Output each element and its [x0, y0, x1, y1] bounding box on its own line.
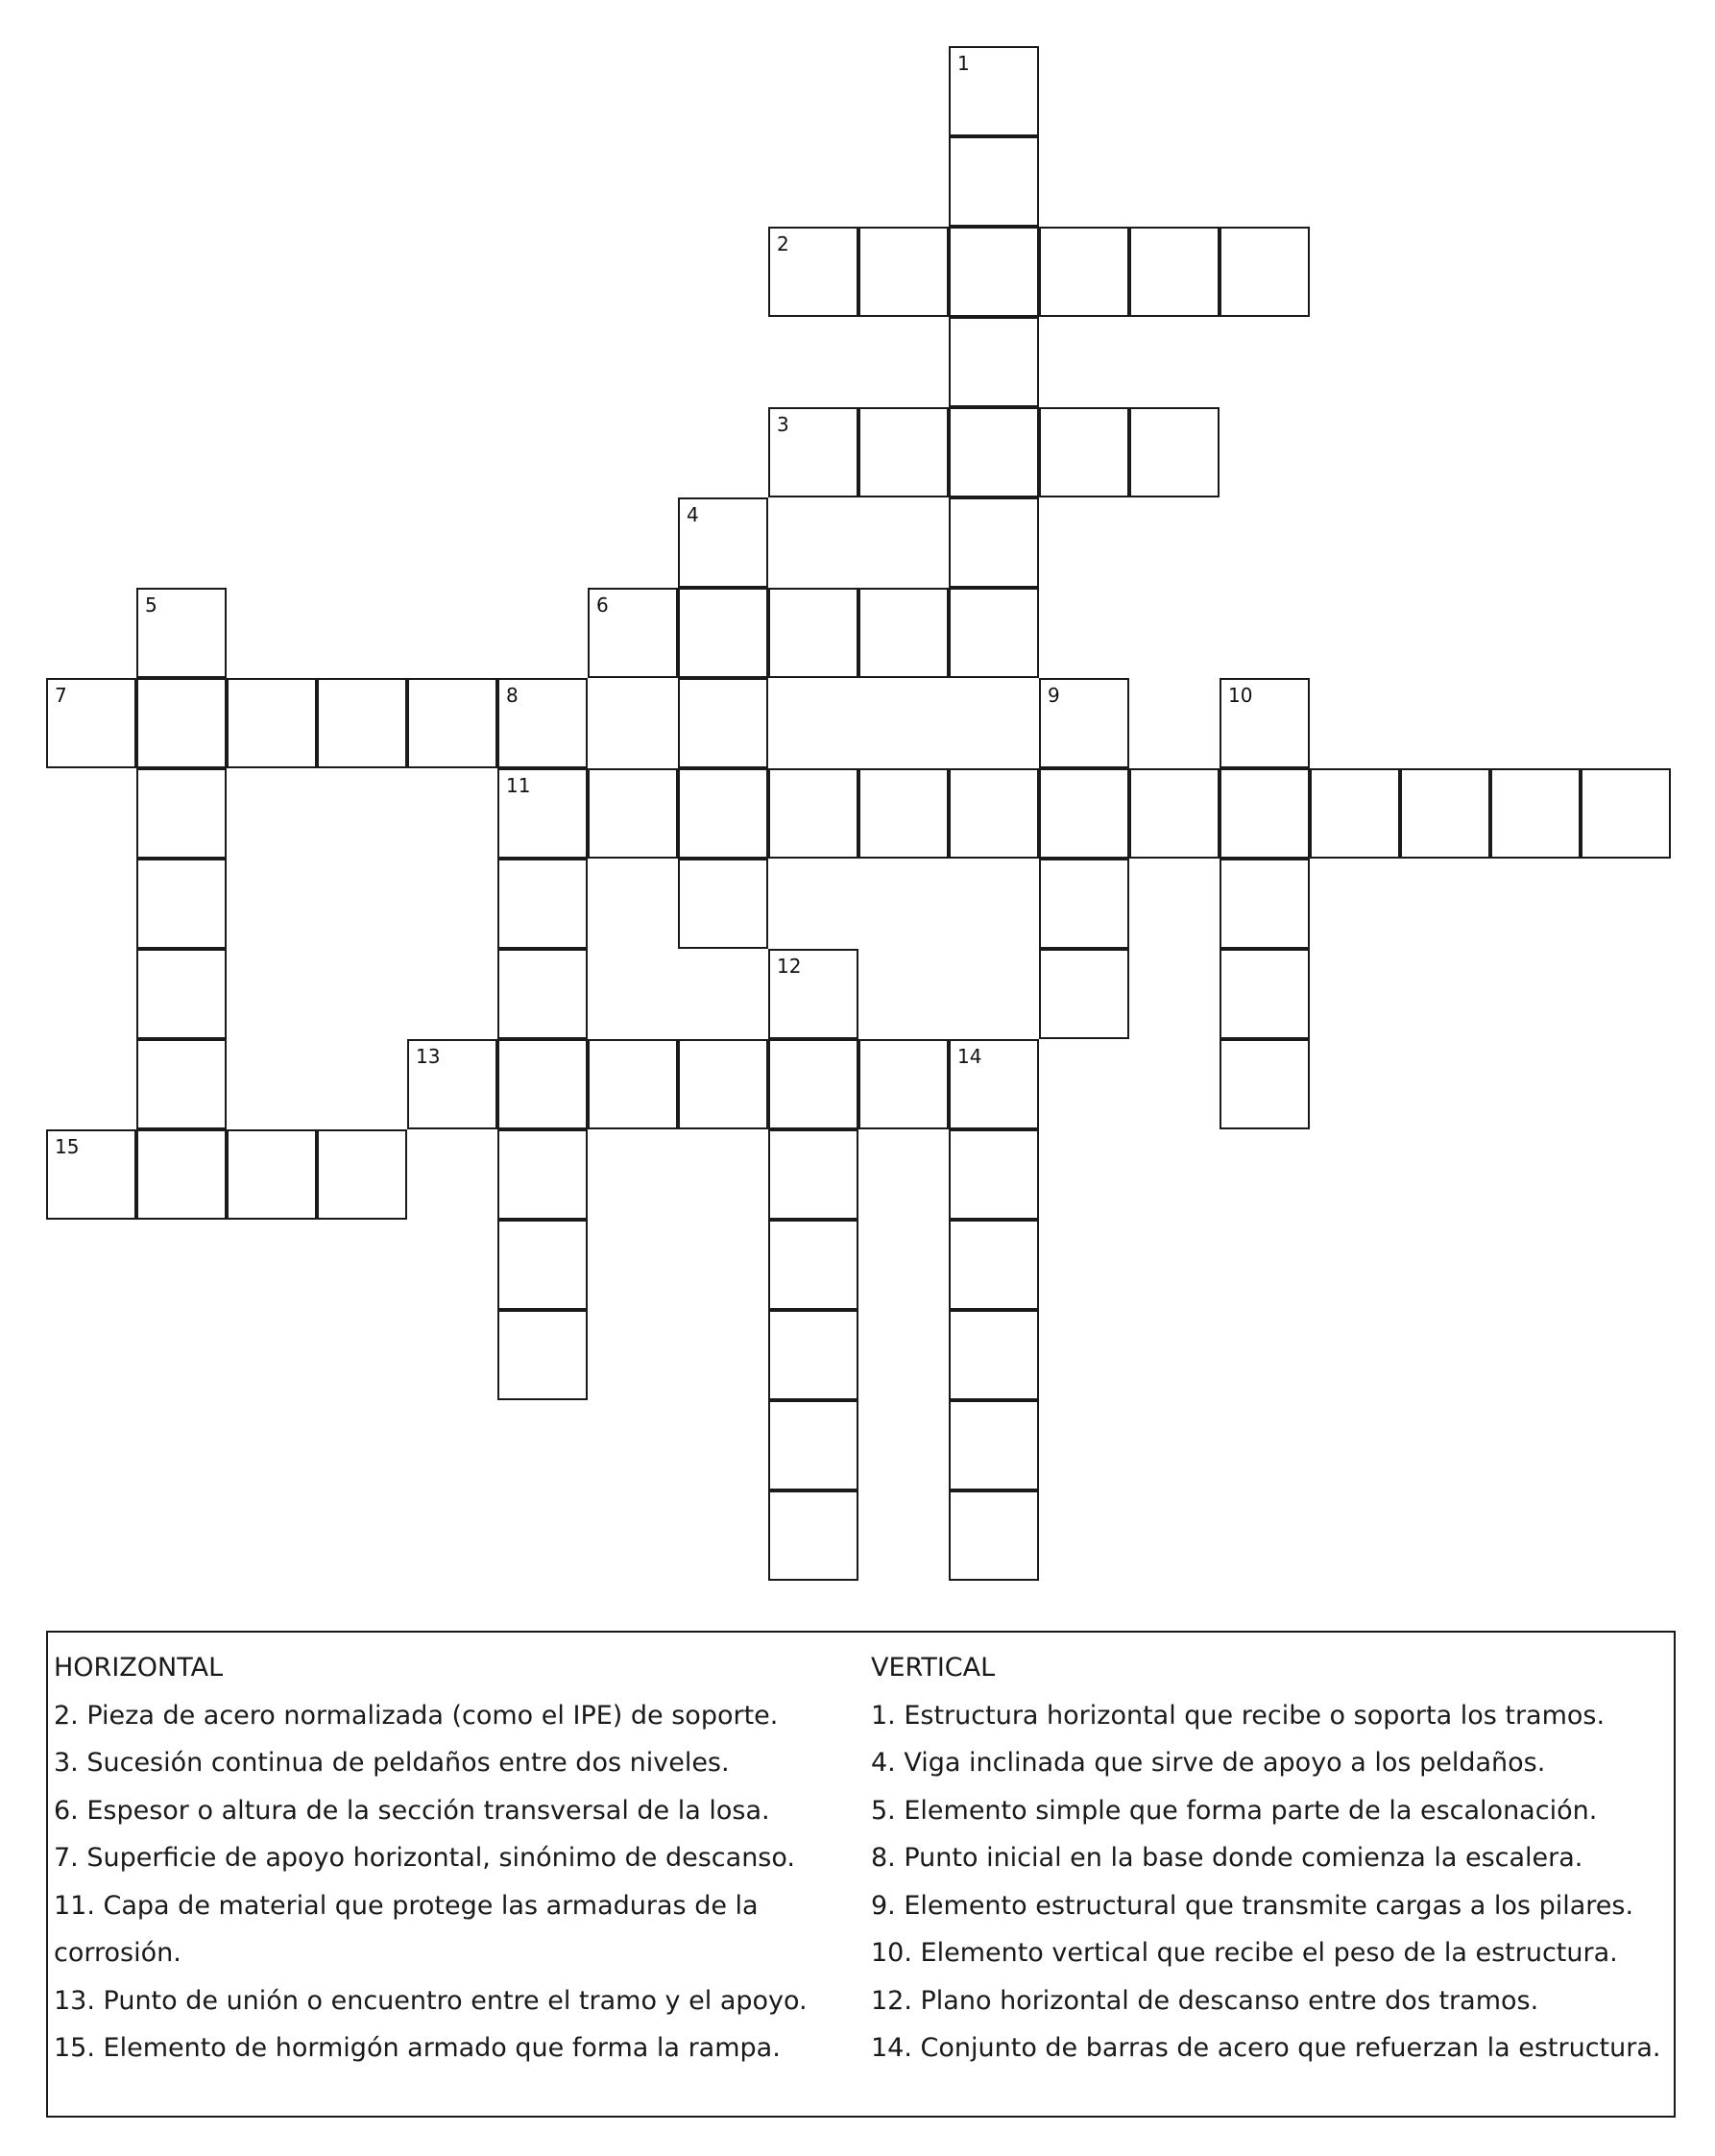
crossword-cell[interactable] — [768, 1129, 858, 1220]
crossword-cell[interactable] — [949, 46, 1039, 136]
crossword-cell[interactable] — [497, 1039, 588, 1129]
crossword-cell[interactable] — [1220, 678, 1310, 768]
clue-number: 2 — [777, 232, 789, 255]
crossword-cell[interactable] — [949, 317, 1039, 407]
crossword-cell[interactable] — [678, 768, 768, 859]
clue-number: 5 — [145, 594, 157, 617]
crossword-cell[interactable] — [678, 497, 768, 588]
crossword-cell[interactable] — [858, 588, 949, 678]
crossword-cell[interactable] — [1129, 768, 1220, 859]
crossword-cell[interactable] — [1039, 859, 1129, 949]
horizontal-heading: HORIZONTAL — [54, 1653, 224, 1683]
crossword-cell[interactable] — [949, 588, 1039, 678]
clue-horizontal-13: 13. Punto de unión o encuentro entre el tramo y el apoyo. — [54, 1985, 808, 2016]
crossword-cell[interactable] — [1129, 407, 1220, 497]
clue-number: 1 — [957, 52, 970, 75]
clue-number: 15 — [55, 1135, 80, 1158]
crossword-cell[interactable] — [768, 1400, 858, 1490]
crossword-cell[interactable] — [497, 859, 588, 949]
crossword-cell[interactable] — [588, 588, 678, 678]
crossword-cell[interactable] — [949, 227, 1039, 317]
clue-vertical-8: 8. Punto inicial en la base donde comienza la escalera. — [871, 1843, 1583, 1873]
crossword-cell[interactable] — [858, 768, 949, 859]
clue-vertical-10: 10. Elemento vertical que recibe el peso de la estructura. — [871, 1938, 1618, 1968]
crossword-cell[interactable] — [1039, 678, 1129, 768]
crossword-cell[interactable] — [768, 227, 858, 317]
crossword-cell[interactable] — [768, 588, 858, 678]
clue-number: 7 — [55, 684, 67, 707]
crossword-cell[interactable] — [497, 768, 588, 859]
crossword-cell[interactable] — [678, 588, 768, 678]
crossword-cell[interactable] — [497, 1220, 588, 1310]
crossword-cell[interactable] — [227, 678, 317, 768]
crossword-cell[interactable] — [949, 1129, 1039, 1220]
clues-box — [46, 1631, 1676, 2118]
clue-number: 10 — [1228, 684, 1253, 707]
crossword-cell[interactable] — [949, 497, 1039, 588]
vertical-clues — [871, 1644, 1668, 2072]
crossword-cell[interactable] — [949, 136, 1039, 227]
crossword-cell[interactable] — [1220, 1039, 1310, 1129]
crossword-cell[interactable] — [1220, 949, 1310, 1039]
clue-number: 12 — [777, 955, 802, 978]
clue-number: 14 — [957, 1045, 982, 1068]
clue-number: 3 — [777, 413, 789, 436]
clue-number: 9 — [1048, 684, 1060, 707]
clue-number: 11 — [506, 774, 531, 797]
clue-horizontal-6: 6. Espesor o altura de la sección transversal de la losa. — [54, 1795, 770, 1826]
crossword-cell[interactable] — [768, 768, 858, 859]
crossword-cell[interactable] — [497, 1129, 588, 1220]
crossword-cell[interactable] — [858, 407, 949, 497]
crossword-cell[interactable] — [317, 678, 407, 768]
vertical-heading: VERTICAL — [871, 1653, 996, 1683]
crossword-cell[interactable] — [588, 768, 678, 859]
crossword-cell[interactable] — [858, 1039, 949, 1129]
crossword-cell[interactable] — [768, 949, 858, 1039]
crossword-cell[interactable] — [1129, 227, 1220, 317]
clue-vertical-9: 9. Elemento estructural que transmite cargas a los pilares. — [871, 1890, 1634, 1921]
crossword-cell[interactable] — [1490, 768, 1581, 859]
crossword-cell[interactable] — [136, 588, 227, 678]
crossword-cell[interactable] — [136, 949, 227, 1039]
crossword-cell[interactable] — [1220, 768, 1310, 859]
crossword-cell[interactable] — [497, 1310, 588, 1400]
clue-number: 4 — [687, 503, 699, 526]
crossword-cell[interactable] — [678, 678, 768, 768]
crossword-cell[interactable] — [949, 768, 1039, 859]
clue-horizontal-7: 7. Superficie de apoyo horizontal, sinónimo de descanso. — [54, 1843, 796, 1873]
crossword-cell[interactable] — [136, 1039, 227, 1129]
clue-horizontal-11: 11. Capa de material que protege las armaduras de la corrosión. — [54, 1890, 759, 1968]
crossword-cell[interactable] — [949, 1310, 1039, 1400]
crossword-cell[interactable] — [949, 407, 1039, 497]
crossword-cell[interactable] — [588, 1039, 678, 1129]
crossword-cell[interactable] — [227, 1129, 317, 1220]
crossword-cell[interactable] — [407, 678, 497, 768]
crossword-cell[interactable] — [678, 859, 768, 949]
clue-vertical-5: 5. Elemento simple que forma parte de la escalonación. — [871, 1795, 1598, 1826]
crossword-cell[interactable] — [1220, 227, 1310, 317]
crossword-cell[interactable] — [1400, 768, 1490, 859]
crossword-cell[interactable] — [136, 768, 227, 859]
crossword-cell[interactable] — [136, 1129, 227, 1220]
crossword-cell[interactable] — [46, 678, 136, 768]
horizontal-clues — [54, 1644, 851, 2072]
crossword-cell[interactable] — [949, 1400, 1039, 1490]
crossword-cell[interactable] — [768, 1310, 858, 1400]
crossword-cell[interactable] — [136, 859, 227, 949]
crossword-cell[interactable] — [678, 1039, 768, 1129]
crossword-cell[interactable] — [1310, 768, 1400, 859]
crossword-cell[interactable] — [317, 1129, 407, 1220]
crossword-cell[interactable] — [858, 227, 949, 317]
crossword-cell[interactable] — [768, 1490, 858, 1581]
crossword-cell[interactable] — [949, 1220, 1039, 1310]
crossword-cell[interactable] — [1039, 768, 1129, 859]
crossword-cell[interactable] — [768, 1039, 858, 1129]
clue-vertical-14: 14. Conjunto de barras de acero que refuerzan la estructura. — [871, 2033, 1661, 2063]
clue-number: 8 — [506, 684, 519, 707]
clue-horizontal-3: 3. Sucesión continua de peldaños entre dos niveles. — [54, 1748, 730, 1778]
clue-number: 6 — [596, 594, 609, 617]
clue-horizontal-15: 15. Elemento de hormigón armado que forma la rampa. — [54, 2033, 781, 2063]
crossword-cell[interactable] — [768, 407, 858, 497]
crossword-cell[interactable] — [46, 1129, 136, 1220]
clue-vertical-1: 1. Estructura horizontal que recibe o soporta los tramos. — [871, 1700, 1606, 1731]
clue-horizontal-2: 2. Pieza de acero normalizada (como el IPE) de soporte. — [54, 1700, 779, 1731]
crossword-cell[interactable] — [497, 949, 588, 1039]
crossword-cell[interactable] — [136, 678, 227, 768]
crossword-cell[interactable] — [1581, 768, 1671, 859]
crossword-cell[interactable] — [1039, 949, 1129, 1039]
crossword-cell[interactable] — [407, 1039, 497, 1129]
crossword-cell[interactable] — [1039, 227, 1129, 317]
clue-vertical-4: 4. Viga inclinada que sirve de apoyo a los peldaños. — [871, 1748, 1546, 1778]
crossword-cell[interactable] — [497, 678, 588, 768]
crossword-cell[interactable] — [949, 1039, 1039, 1129]
crossword-cell[interactable] — [1039, 407, 1129, 497]
clue-number: 13 — [416, 1045, 441, 1068]
crossword-cell[interactable] — [1220, 859, 1310, 949]
crossword-cell[interactable] — [949, 1490, 1039, 1581]
clue-vertical-12: 12. Plano horizontal de descanso entre dos tramos. — [871, 1985, 1539, 2016]
crossword-cell[interactable] — [768, 1220, 858, 1310]
